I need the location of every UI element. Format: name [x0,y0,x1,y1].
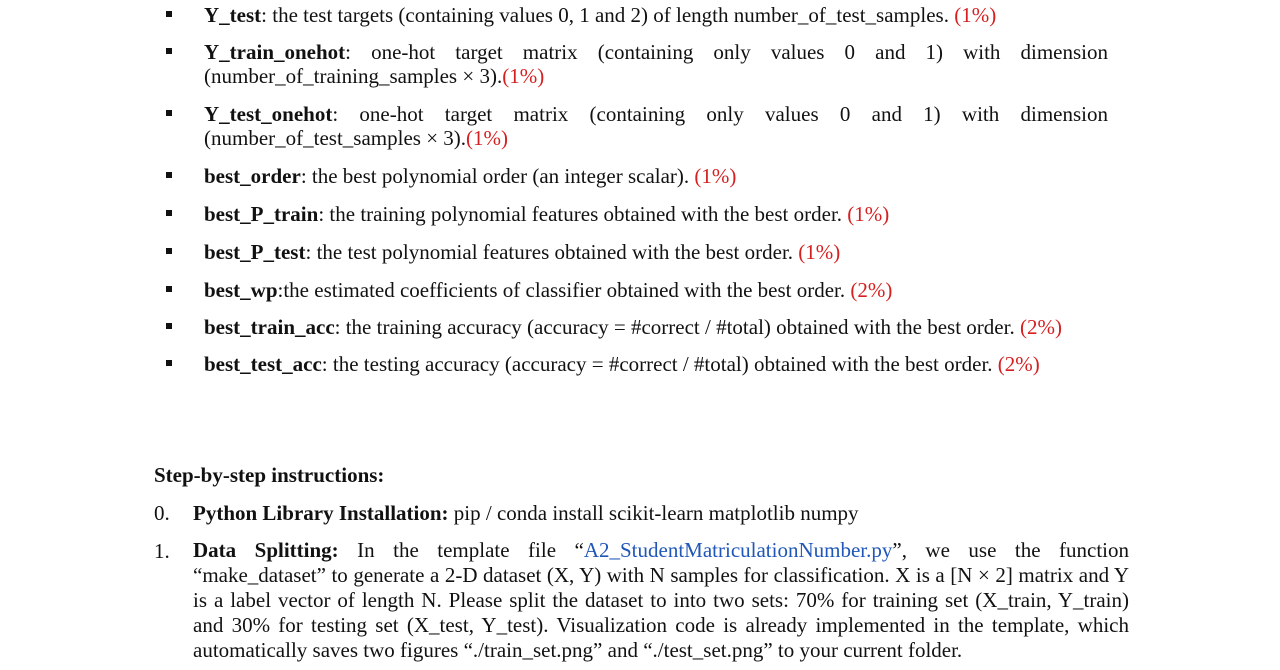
bullet-desc: : the training polynomial features obtained with the best order. [318,202,848,226]
bullet-term: Y_test_onehot [204,102,333,126]
bullet-marker [166,286,172,292]
bullet-term: best_test_acc [204,352,322,376]
step-text [193,500,859,526]
bullet-text [204,3,996,27]
bullet-marker [166,323,172,329]
bullet-text [204,315,1062,339]
bullet-desc: : the training accuracy (accuracy = #correct / #total) obtained with the best order. [334,315,1020,339]
step-body-pre: In the template file “ [338,538,584,562]
bullet-text [204,278,892,302]
bullet-term: Y_test [204,3,262,27]
bullet-text [204,240,840,264]
bullet-marker [166,11,172,17]
bullet-term: Y_train_onehot [204,40,346,64]
step-title: Python Library Installation: [193,501,449,525]
bullet-term: best_order [204,164,301,188]
bullet-marker [166,110,172,116]
bullet-percent: (1%) [502,64,545,88]
bullet-term: best_P_train [204,202,319,226]
bullet-marker [166,248,172,254]
bullet-term: best_train_acc [204,315,335,339]
bullet-desc-line2: (number_of_test_samples × 3). [204,126,467,150]
bullet-term: best_P_test [204,240,306,264]
step-number: 0. [154,501,170,525]
bullet-desc: : the testing accuracy (accuracy = #correct / #total) obtained with the best order. [321,352,998,376]
step-number: 1. [154,539,170,563]
bullet-desc-line1: : one-hot target matrix (containing only values 0 and 1) with dimension [345,40,1108,64]
section-heading: Step-by-step instructions: [154,463,385,487]
step-body: pip / conda install scikit-learn matplotlib numpy [448,501,859,525]
bullet-percent: (2%) [997,352,1040,376]
bullet-desc-line1: : one-hot target matrix (containing only values 0 and 1) with dimension [332,102,1108,126]
bullet-percent: (1%) [466,126,509,150]
step-body-post: ”, we use the function “make_dataset” to generate a 2-D dataset (X, Y) with N samples for classification. X is a [N × 2] matrix and Y is a label vector of length N. Please split the dataset to into two sets: 70% for training set (X_train, Y_train) and 30% for testing set (X_test, Y_test). Visualization code is already implemented in the template, which automatically saves two figures “./train_set.png” and “./test_set.png” to your current folder. [193,538,1129,662]
bullet-desc: : the test targets (containing values 0, 1 and 2) of length number_of_test_samples. [261,3,955,27]
bullet-percent: (1%) [798,240,841,264]
template-file-link[interactable]: A2_StudentMatriculationNumber.py [583,538,893,562]
bullet-desc: : the best polynomial order (an integer scalar). [300,164,695,188]
bullet-text [204,102,1108,150]
bullet-text [204,164,736,188]
bullet-desc: : the test polynomial features obtained with the best order. [305,240,799,264]
bullet-marker [166,210,172,216]
bullet-percent: (2%) [1019,315,1062,339]
step-title: Data Splitting: [193,538,339,562]
bullet-text [204,352,1040,376]
bullet-marker [166,360,172,366]
bullet-percent: (2%) [850,278,893,302]
bullet-percent: (1%) [847,202,890,226]
bullet-percent: (1%) [954,3,997,27]
bullet-desc: :the estimated coefficients of classifier obtained with the best order. [277,278,851,302]
bullet-marker [166,172,172,178]
bullet-text [204,40,1108,88]
bullet-text [204,202,889,226]
step-text [193,538,1129,663]
bullet-marker [166,48,172,54]
bullet-desc-line2: (number_of_training_samples × 3). [204,64,503,88]
bullet-term: best_wp [204,278,278,302]
bullet-percent: (1%) [694,164,737,188]
